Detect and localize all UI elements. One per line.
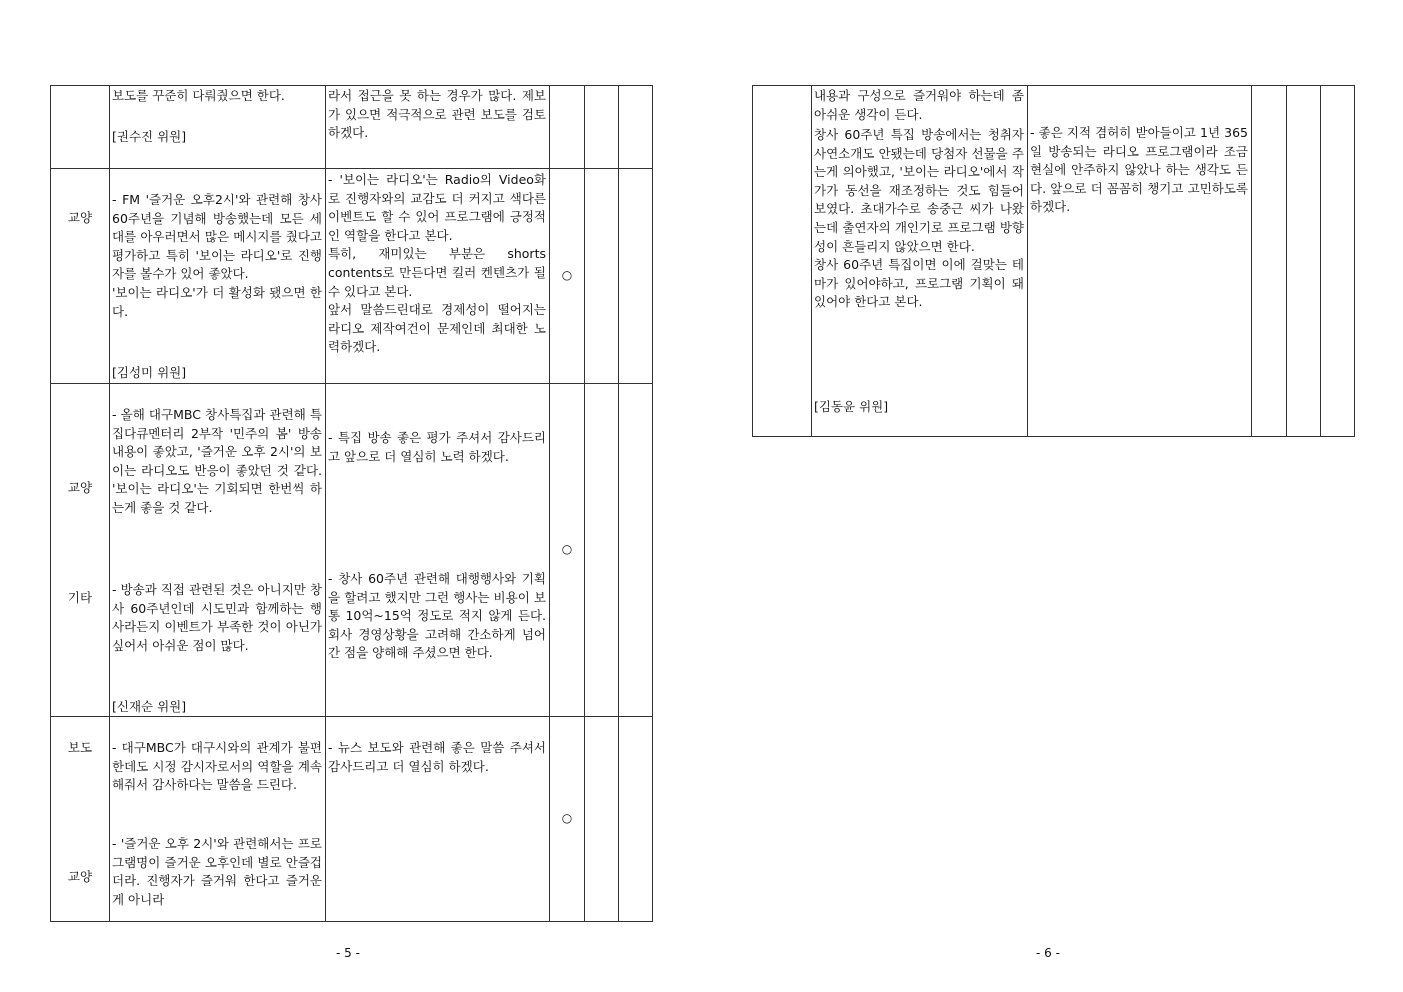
opinion-text: 보도를 꾸준히 다뤄줬으면 한다.: [112, 88, 285, 103]
category-label: 교양: [67, 210, 93, 225]
check-mark: ○: [561, 811, 573, 825]
response-text: 라서 접근을 못 하는 경우가 많다. 제보가 있으면 적극적으로 관련 보도를 검토하겠다.: [328, 88, 546, 141]
opinion-text: - '즐거운 오후 2시'와 관련해서는 프로그램명이 즐거운 오후인데 별로 안즐겁더라. 진행자가 즐거워 한다고 즐거운게 아니라: [112, 836, 322, 907]
opinion-text: - 방송과 직접 관련된 것은 아니지만 창사 60주년인데 시도민과 함께하는 행사라든지 이벤트가 부족한 것이 아닌가 싶어서 아쉬운 점이 많다.: [112, 582, 322, 653]
response-text: - 창사 60주년 관련해 대행행사와 기획을 할려고 했지만 그런 행사는 비용이 보통 10억~15억 정도로 적지 않게 든다. 회사 경영상황을 고려해 간소하게 넘어간 점을 양해해 주셨으면 한다.: [328, 571, 546, 661]
opinion-text: - 올해 대구MBC 창사특집과 관련해 특집다큐멘터리 2부작 '민주의 봄' 방송 내용이 좋았고, '즐거운 오후 2시'의 보이는 라디오도 반응이 좋았던 것 같다. '보이는 라디오'는 기회되면 한번씩 하는게 좋을 것 같다.: [112, 407, 322, 515]
row-divider: [51, 716, 652, 717]
col-divider: [1251, 86, 1252, 436]
col-divider: [584, 86, 585, 921]
row-divider: [51, 168, 652, 169]
member-name: [권수진 위원]: [112, 129, 187, 144]
category-label: 기타: [67, 590, 93, 605]
page-number: - 6 -: [1036, 946, 1060, 960]
opinion-text: 내용과 구성으로 즐거워야 하는데 좀 아쉬운 생각이 든다.: [814, 88, 1024, 122]
row-divider: [51, 383, 652, 384]
check-mark: ○: [561, 268, 573, 282]
response-text: - 뉴스 보도와 관련해 좋은 말씀 주셔서 감사드리고 더 열심히 하겠다.: [328, 740, 546, 774]
response-text: - 좋은 지적 겸허히 받아들이고 1년 365일 방송되는 라디오 프로그램이라 조금 현실에 안주하지 않았나 하는 생각도 든다. 앞으로 더 꼼꼼히 챙기고 고민하도록 하겠다.: [1030, 125, 1248, 215]
col-divider: [325, 86, 326, 921]
right-page-table: [752, 85, 1355, 437]
col-divider: [1286, 86, 1287, 436]
col-divider: [549, 86, 550, 921]
category-label: 보도: [67, 740, 93, 755]
col-divider: [618, 86, 619, 921]
opinion-text: - 대구MBC가 대구시와의 관계가 불편한데도 시정 감시자로서의 역할을 계속해줘서 감사하다는 말씀을 드린다.: [112, 740, 322, 793]
member-name: [김동윤 위원]: [814, 399, 889, 414]
response-text: - '보이는 라디오'는 Radio의 Video화로 진행자와의 교감도 더 커지고 색다른 이벤트도 할 수 있어 프로그램에 긍정적인 역할을 한다고 본다. 특히, 재미있는 부분은 shorts contents로 만든다면 킬러 켄텐츠가 될 수 있다고 본다. 앞서 말씀드린대로 경제성이 떨어지는 라디오 제작여건이 문제인데 최대한 노력하겠다.: [328, 172, 546, 355]
check-mark: ○: [561, 542, 573, 556]
col-divider: [811, 86, 812, 436]
left-page-table: [50, 85, 653, 922]
opinion-text: 창사 60주년 특집 방송에서는 청취자 사연소개도 안됐는데 당첨자 선물을 주는게 의아했고, '보이는 라디오'에서 작가가 동선을 재조정하는 것도 힘들어 보였다. 초대가수로 송중근 씨가 나왔는데 출연자의 개인기로 프로그램 방향성이 흔들리지 않았으면 한다. 창사 60주년 특집이면 이에 걸맞는 테마가 있어야하고, 프로그램 기획이 돼 있어야 한다고 본다.: [814, 127, 1024, 310]
member-name: [신재순 위원]: [112, 699, 187, 714]
category-label: 교양: [67, 480, 93, 495]
member-name: [김성미 위원]: [112, 365, 187, 380]
category-label: 교양: [67, 869, 93, 884]
response-text: - 특집 방송 좋은 평가 주셔서 감사드리고 앞으로 더 열심히 노력 하겠다.: [328, 430, 546, 464]
col-divider: [1320, 86, 1321, 436]
page-number: - 5 -: [336, 946, 360, 960]
col-divider: [109, 86, 110, 921]
opinion-text: - FM '즐거운 오후2시'와 관련해 창사 60주년을 기념해 방송했는데 모든 세대를 아우러면서 많은 메시지를 줬다고 평가하고 특히 '보이는 라디오'로 진행자를 볼수가 있어 좋았다. '보이는 라디오'가 더 활성화 됐으면 한다.: [112, 192, 322, 319]
col-divider: [1027, 86, 1028, 436]
